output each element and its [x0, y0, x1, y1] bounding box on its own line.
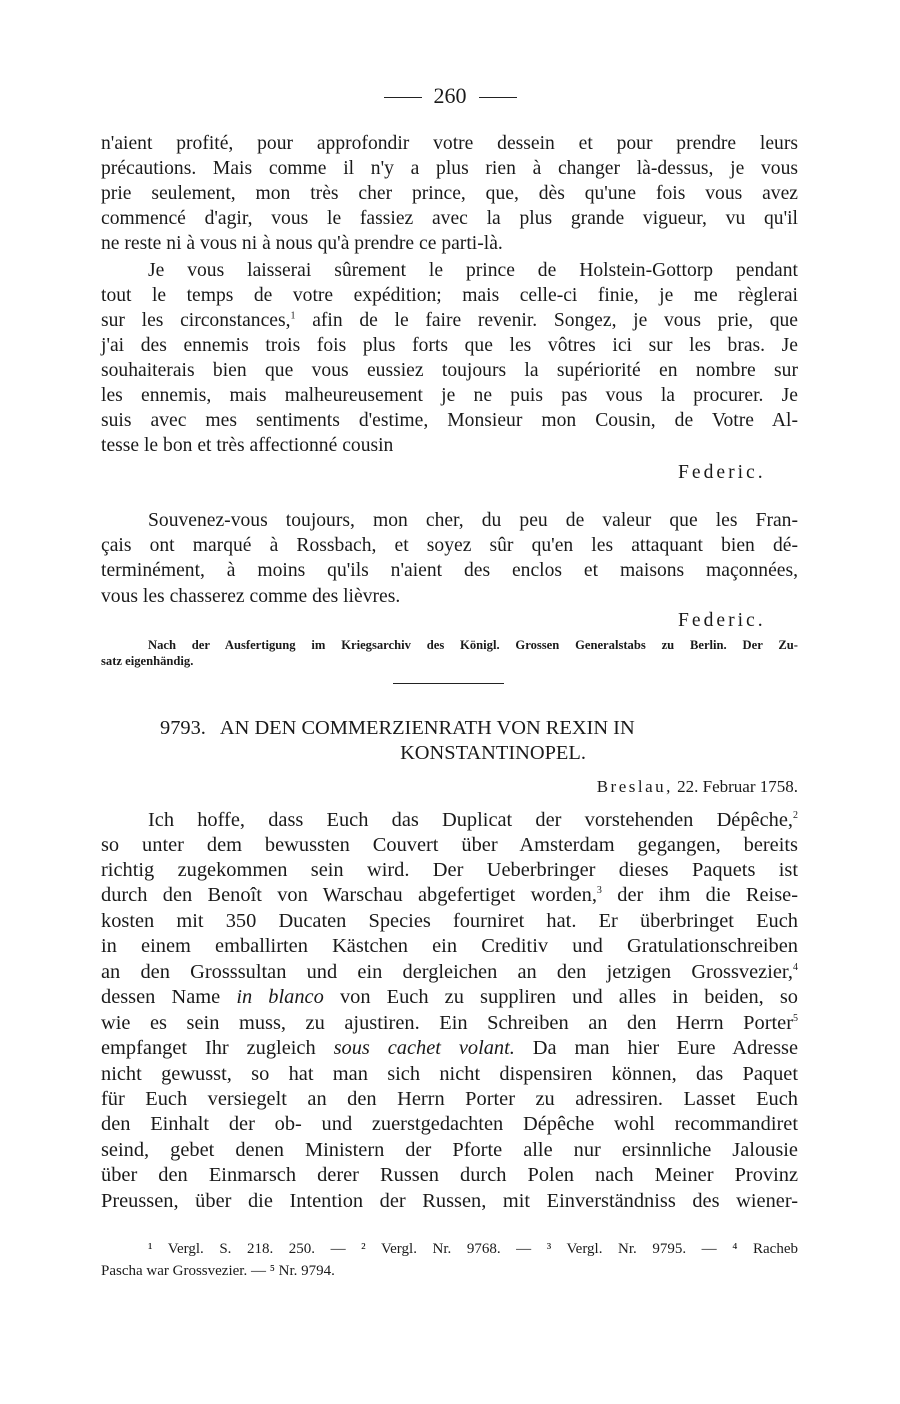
text-line: für Euch versiegelt an den Herrn Porter zu adressiren. Lasset Euch: [101, 1088, 798, 1110]
text-line: tout le temps de votre expédition; mais celle-ci finie, je me règlerai: [101, 285, 798, 306]
text-line: terminément, à moins qu'ils n'aient des enclos et maisons maçonnées,: [101, 560, 798, 581]
italic-phrase: in blanco: [236, 986, 324, 1008]
dateline: [597, 775, 798, 799]
text-segment: empfanget Ihr zugleich: [101, 1037, 334, 1059]
text-line: den Einhalt der ob- und zuerstgedachten Dépêche wohl recommandiret: [101, 1113, 798, 1135]
signature: Federic.: [678, 610, 766, 631]
text-line: [101, 1036, 798, 1061]
footnote-line: Pascha war Grossvezier. — ⁵ Nr. 9794.: [101, 1263, 335, 1279]
text-line: [101, 1011, 798, 1036]
text-line: [101, 960, 798, 985]
text-line: Je vous laisserai sûrement le prince de Holstein-Gottorp pendant: [148, 260, 798, 281]
text-segment: afin de le faire revenir. Songez, je vous prie, que: [295, 310, 798, 331]
page-number: [0, 82, 900, 110]
dateline-place: Breslau,: [596, 777, 673, 796]
source-note-line: Nach der Ausfertigung im Kriegsarchiv des Königl. Grossen Generalstabs zu Berlin. Der Zu-: [148, 638, 798, 652]
text-line: so unter dem bewussten Couvert über Amsterdam gegangen, bereits: [101, 834, 798, 856]
text-line: souhaiterais bien que vous eussiez toujours la supériorité en nombre sur: [101, 360, 798, 381]
section-number: 9793.: [160, 717, 206, 739]
text-line: vous les chasserez comme des lièvres.: [101, 586, 401, 607]
text-segment: wie es sein muss, zu ajustiren. Ein Schreiben an den Herrn Porter: [101, 1012, 793, 1034]
text-segment: an den Grosssultan und ein dergleichen an den jetzigen Grossvezier,: [101, 961, 793, 983]
page-number-text: 260: [433, 83, 467, 108]
section-title-line1: AN DEN COMMERZIENRATH VON REXIN IN: [219, 717, 635, 739]
text-segment: der ihm die Reise-: [601, 884, 798, 906]
text-segment: sur les circonstances,: [101, 310, 291, 331]
text-line: [148, 808, 798, 833]
signature: Federic.: [678, 462, 766, 483]
text-line: seind, gebet denen Ministern der Pforte alle nur ersinnliche Jalousie: [101, 1139, 798, 1161]
footnote-marker: 1: [290, 310, 296, 322]
section-divider: [393, 683, 504, 684]
page-number-dash-left: [384, 97, 422, 98]
text-line: Souvenez-vous toujours, mon cher, du peu de valeur que les Fran-: [148, 510, 798, 531]
text-line: commencé d'agir, vous le fassiez avec la plus grande vigueur, vu qu'il: [101, 208, 798, 229]
source-note-line: satz eigenhändig.: [101, 654, 194, 668]
footnote-marker: 2: [793, 810, 798, 822]
text-line: çais ont marqué à Rossbach, et soyez sûr qu'en les attaquant bien dé-: [101, 535, 798, 556]
text-line: ne reste ni à vous ni à nous qu'à prendre ce parti-là.: [101, 233, 503, 254]
footnote-marker: 5: [793, 1013, 798, 1025]
section-title-line2: KONSTANTINOPEL.: [400, 742, 586, 764]
text-line: über den Einmarsch derer Russen durch Polen nach Meiner Provinz: [101, 1164, 798, 1186]
text-segment: Ich hoffe, dass Euch das Duplicat der vorstehenden Dépêche,: [148, 809, 793, 831]
text-line: suis avec mes sentiments d'estime, Monsieur mon Cousin, de Votre Al-: [101, 410, 798, 431]
section-heading: [0, 716, 900, 741]
text-segment: Da man hier Eure Adresse: [514, 1037, 798, 1059]
text-line: richtig zugekommen sein wird. Der Ueberbringer dieses Paquets ist: [101, 859, 798, 881]
text-line: kosten mit 350 Ducaten Species fourniret hat. Er überbringet Euch: [101, 910, 798, 932]
text-line: [101, 985, 798, 1010]
text-line: nicht gewusst, so hat man sich nicht dispensiren können, das Paquet: [101, 1063, 798, 1085]
text-line: [101, 308, 798, 333]
page-number-dash-right: [479, 97, 517, 98]
footnote-line: ¹ Vergl. S. 218. 250. — ² Vergl. Nr. 9768. — ³ Vergl. Nr. 9795. — ⁴ Racheb: [148, 1241, 798, 1257]
text-segment: von Euch zu suppliren und alles in beiden, so: [323, 986, 798, 1008]
footnote-marker: 4: [793, 962, 798, 974]
text-line: Preussen, über die Intention der Russen, mit Einverständniss des wiener-: [101, 1190, 798, 1212]
text-line: j'ai des ennemis trois fois plus forts que les vôtres ici sur les bras. Je: [101, 335, 798, 356]
text-segment: dessen Name: [101, 986, 237, 1008]
text-line: [101, 883, 798, 908]
text-line: prie seulement, mon très cher prince, que, dès qu'une fois vous avez: [101, 183, 798, 204]
text-line: tesse le bon et très affectionné cousin: [101, 435, 394, 456]
dateline-date: 22. Februar 1758.: [672, 777, 798, 796]
text-line: les ennemis, mais malheureusement je ne puis pas vous la procurer. Je: [101, 385, 798, 406]
text-line: n'aient profité, pour approfondir votre dessein et pour prendre leurs: [101, 133, 798, 154]
text-line: in einem emballirten Kästchen ein Creditiv und Gratulationschreiben: [101, 935, 798, 957]
text-line: précautions. Mais comme il n'y a plus rien à changer là-dessus, je vous: [101, 158, 798, 179]
footnote-marker: 3: [596, 885, 602, 897]
text-segment: durch den Benoît von Warschau abgefertiget worden,: [101, 884, 597, 906]
italic-phrase: sous cachet volant.: [333, 1037, 515, 1059]
